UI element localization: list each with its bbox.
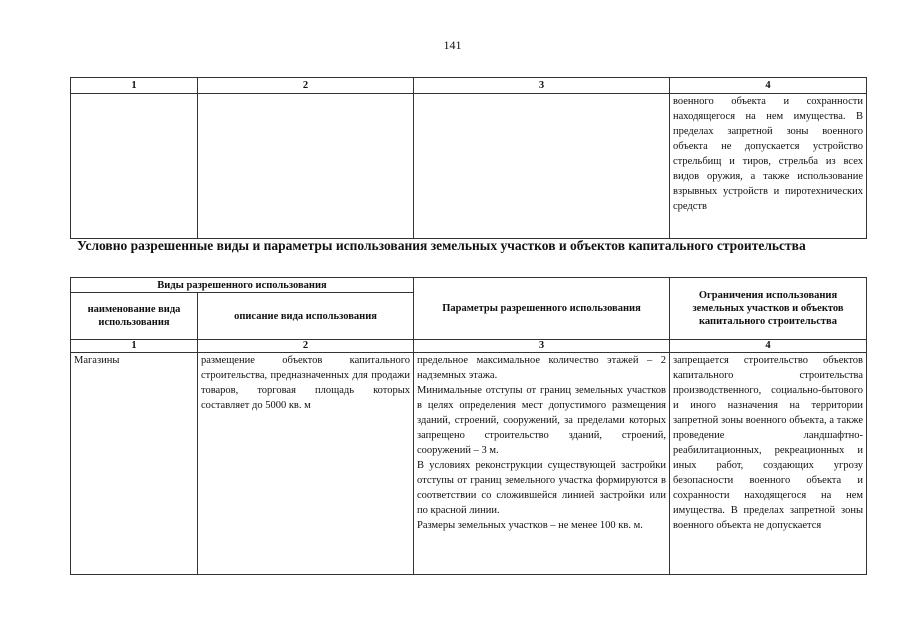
param-paragraph: Размеры земельных участков – не менее 100 кв. м.	[417, 520, 643, 531]
header-restrictions: Ограничения использования земельных участков и объектов капитального строительства	[670, 278, 867, 340]
page-number: 141	[443, 38, 462, 52]
cell-params	[414, 353, 670, 575]
col-number-1: 1	[71, 78, 198, 94]
section-heading: Условно разрешенные виды и параметры использования земельных участков и объектов капитального строительства	[77, 238, 806, 253]
header-use-types: Виды разрешенного использования	[71, 278, 414, 293]
col-number-4: 4	[670, 78, 867, 94]
param-paragraph: Минимальные отступы от границ земельных участков в целях определения мест допустимого размещения зданий, строений, сооружений, за пределами которых запрещено строительство зданий, строений, сооружений – 3 м.	[417, 385, 667, 456]
cell-col1	[71, 94, 198, 239]
cell-use-name: Магазины	[71, 353, 198, 575]
cell-use-description: размещение объектов капитального строительства, предназначенных для продажи товаров, торговая площадь которых составляет до 5000 кв. м	[198, 353, 414, 575]
cell-restrictions-continued: военного объекта и сохранности находящегося на нем имущества. В пределах запретной зоны военного объекта не допускается устройство стрельбищ и тиров, стрельба из всех видов оружия, а также использование взрывных устройств и пиротехнических средств	[670, 94, 867, 239]
continuation-table	[70, 77, 867, 239]
header-use-description: описание вида использования	[198, 293, 414, 340]
header-use-name: наименование вида использования	[71, 293, 198, 340]
col-number-2: 2	[198, 340, 414, 353]
conditional-uses-table	[70, 277, 867, 575]
cell-col2	[198, 94, 414, 239]
table-row	[71, 94, 867, 239]
col-number-3: 3	[414, 78, 670, 94]
table-row	[71, 353, 867, 575]
col-number-2: 2	[198, 78, 414, 94]
param-paragraph: В условиях реконструкции существующей застройки отступы от границ земельного участка формируются в соответствии со сложившейся линией застройки или по красной линии.	[417, 460, 667, 516]
col-number-3: 3	[414, 340, 670, 353]
cell-restrictions: запрещается строительство объектов капитального строительства производственного, социально-бытового и иного назначения на территории запретной зоны военного объекта, а также проведение ландшафтно-реабилитационных, рекреационных и иных работ, создающих угрозу безопасности военного объекта и сохранности находящегося на нем имущества. В пределах запретной зоны военного объекта не допускается	[670, 353, 867, 575]
header-params: Параметры разрешенного использования	[414, 278, 670, 340]
col-number-4: 4	[670, 340, 867, 353]
cell-col3	[414, 94, 670, 239]
col-number-1: 1	[71, 340, 198, 353]
param-paragraph: предельное максимальное количество этажей – 2 надземных этажа.	[417, 355, 667, 381]
